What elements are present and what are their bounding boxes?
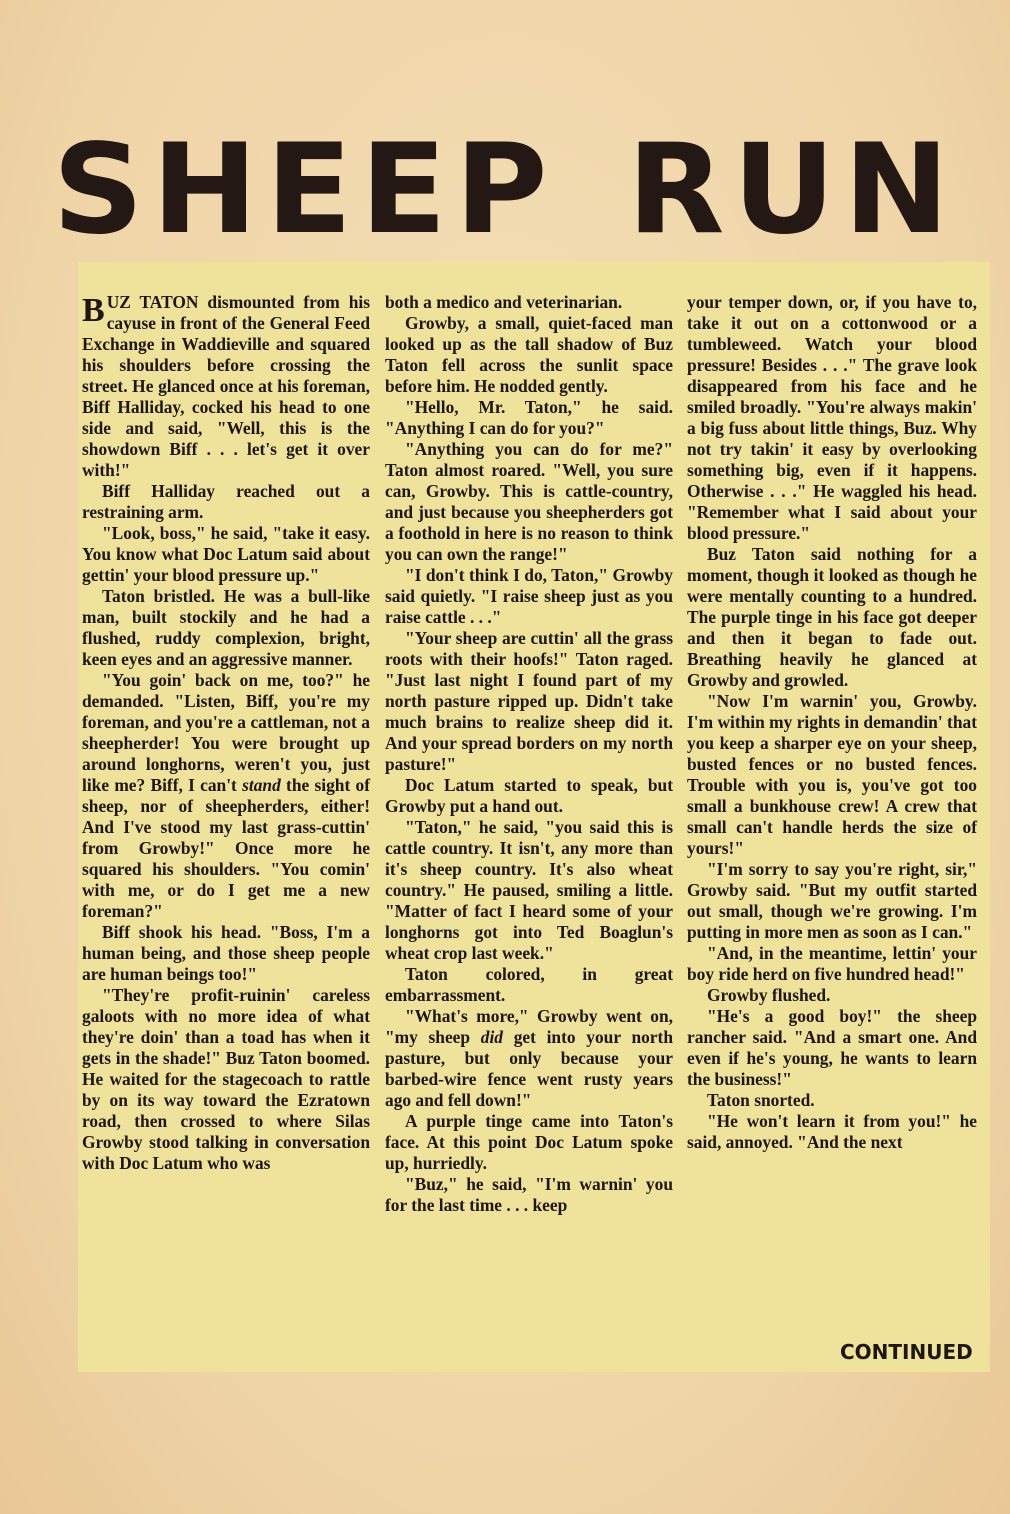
paragraph: your temper down, or, if you have to, take it out on a cottonwood or a tumbleweed. Watch your blood pressure! Besides . . ." The grave look disappeared from his face and he smiled broadly. "You're always makin' a big fuss about little things, Buz. Why not try takin' it easy by overlooking something big, even if it happens. Otherwise . . ." He waggled his head. "Remember what I said about your blood pressure." [687,292,977,543]
paragraph: "Anything you can do for me?" Taton almost roared. "Well, you sure can, Growby. This is cattle-country, and just because you sheepherders got a foothold in here is no reason to think you can own the range!" [385,439,673,564]
continued-label: CONTINUED [840,1340,973,1364]
paragraph: "Hello, Mr. Taton," he said. "Anything I can do for you?" [385,397,673,438]
paragraph: Doc Latum started to speak, but Growby put a hand out. [385,775,673,816]
paragraph: "I'm sorry to say you're right, sir," Growby said. "But my outfit started out small, though we're growing. I'm putting in more men as soon as I can." [687,859,977,942]
text-column-2 [385,292,673,1216]
text-column-1 [82,292,370,1174]
paragraph: A purple tinge came into Taton's face. At this point Doc Latum spoke up, hurriedly. [385,1111,673,1173]
paragraph: "Taton," he said, "you said this is cattle country. It isn't, any more than it's sheep country. It's also wheat country." He paused, smiling a little. "Matter of fact I heard some of your longhorns got into Ted Boaglun's wheat crop last week." [385,817,673,963]
paragraph: Buz Taton said nothing for a moment, though it looked as though he were mentally counting to a hundred. The purple tinge in his face got deeper and then it began to fade out. Breathing heavily he glanced at Growby and growled. [687,544,977,690]
paragraph: "He won't learn it from you!" he said, annoyed. "And the next [687,1111,977,1152]
paragraph: "Your sheep are cuttin' all the grass roots with their hoofs!" Taton raged. "Just last night I found part of my north pasture ripped up. Didn't take much brains to realize sheep did it. And your spread borders on my north pasture!" [385,628,673,774]
paragraph: Taton colored, in great embarrassment. [385,964,673,1005]
paragraph: Growby flushed. [707,985,831,1005]
title-word-1: SHEEP [52,118,556,262]
paragraph: Biff Halliday reached out a restraining arm. [82,481,370,522]
paragraph: BUZ TATON dismounted from his cayuse in front of the General Feed Exchange in Waddieville and squared his shoulders before crossing the street. He glanced once at his foreman, Biff Halliday, cocked his head to one side and said, "Well, this is the showdown Biff . . . let's get it over with!" [82,292,370,480]
paragraph: "Look, boss," he said, "take it easy. You know what Doc Latum said about gettin' your blood pressure up." [82,523,370,585]
paragraph: Biff shook his head. "Boss, I'm a human being, and those sheep people are human beings too!" [82,922,370,984]
text-column-3 [687,292,977,1153]
paragraph: "He's a good boy!" the sheep rancher said. "And a smart one. And even if he's young, he wants to learn the business!" [687,1006,977,1089]
paragraph: "They're profit-ruinin' careless galoots with no more idea of what they're doin' than a toad has when it gets in the shade!" Buz Taton boomed. He waited for the stagecoach to rattle by on its way toward the Ezratown road, then crossed to where Silas Growby stood talking in conversation with Doc Latum who was [82,985,370,1173]
paragraph: "What's more," Growby went on, "my sheep did get into your north pasture, but only because your barbed-wire fence went rusty years ago and fell down!" [385,1006,673,1110]
paragraph: "I don't think I do, Taton," Growby said quietly. "I raise sheep just as you raise cattle . . ." [385,565,673,627]
title-word-2: RUN [627,118,958,262]
paragraph: "Buz," he said, "I'm warnin' you for the last time . . . keep [385,1174,673,1215]
story-title [0,118,1010,262]
drop-cap: B [82,292,105,329]
paragraph: Growby, a small, quiet-faced man looked up as the tall shadow of Buz Taton fell across the sunlit space before him. He nodded gently. [385,313,673,396]
paragraph: "Now I'm warnin' you, Growby. I'm within my rights in demandin' that you keep a sharper eye on your sheep, busted fences or no busted fences. Trouble with you is, you've got too small a bunkhouse crew! A crew that small can't handle herds the size of yours!" [687,691,977,858]
paragraph: both a medico and veterinarian. [385,292,623,312]
paragraph: Taton snorted. [707,1090,815,1110]
paragraph: Taton bristled. He was a bull-like man, built stockily and he had a flushed, ruddy complexion, bright, keen eyes and an aggressive manner. [82,586,370,669]
paragraph: "And, in the meantime, lettin' your boy ride herd on five hundred head!" [687,943,977,984]
paragraph: "You goin' back on me, too?" he demanded. "Listen, Biff, you're my foreman, and you're a cattleman, not a sheepherder! You were brought up around longhorns, weren't you, just like me? Biff, I can't stand the sight of sheep, nor of sheepherders, either! And I've stood my last grass-cuttin' from Growby!" Once more he squared his shoulders. "You comin' with me, or do I get me a new foreman?" [82,670,370,921]
